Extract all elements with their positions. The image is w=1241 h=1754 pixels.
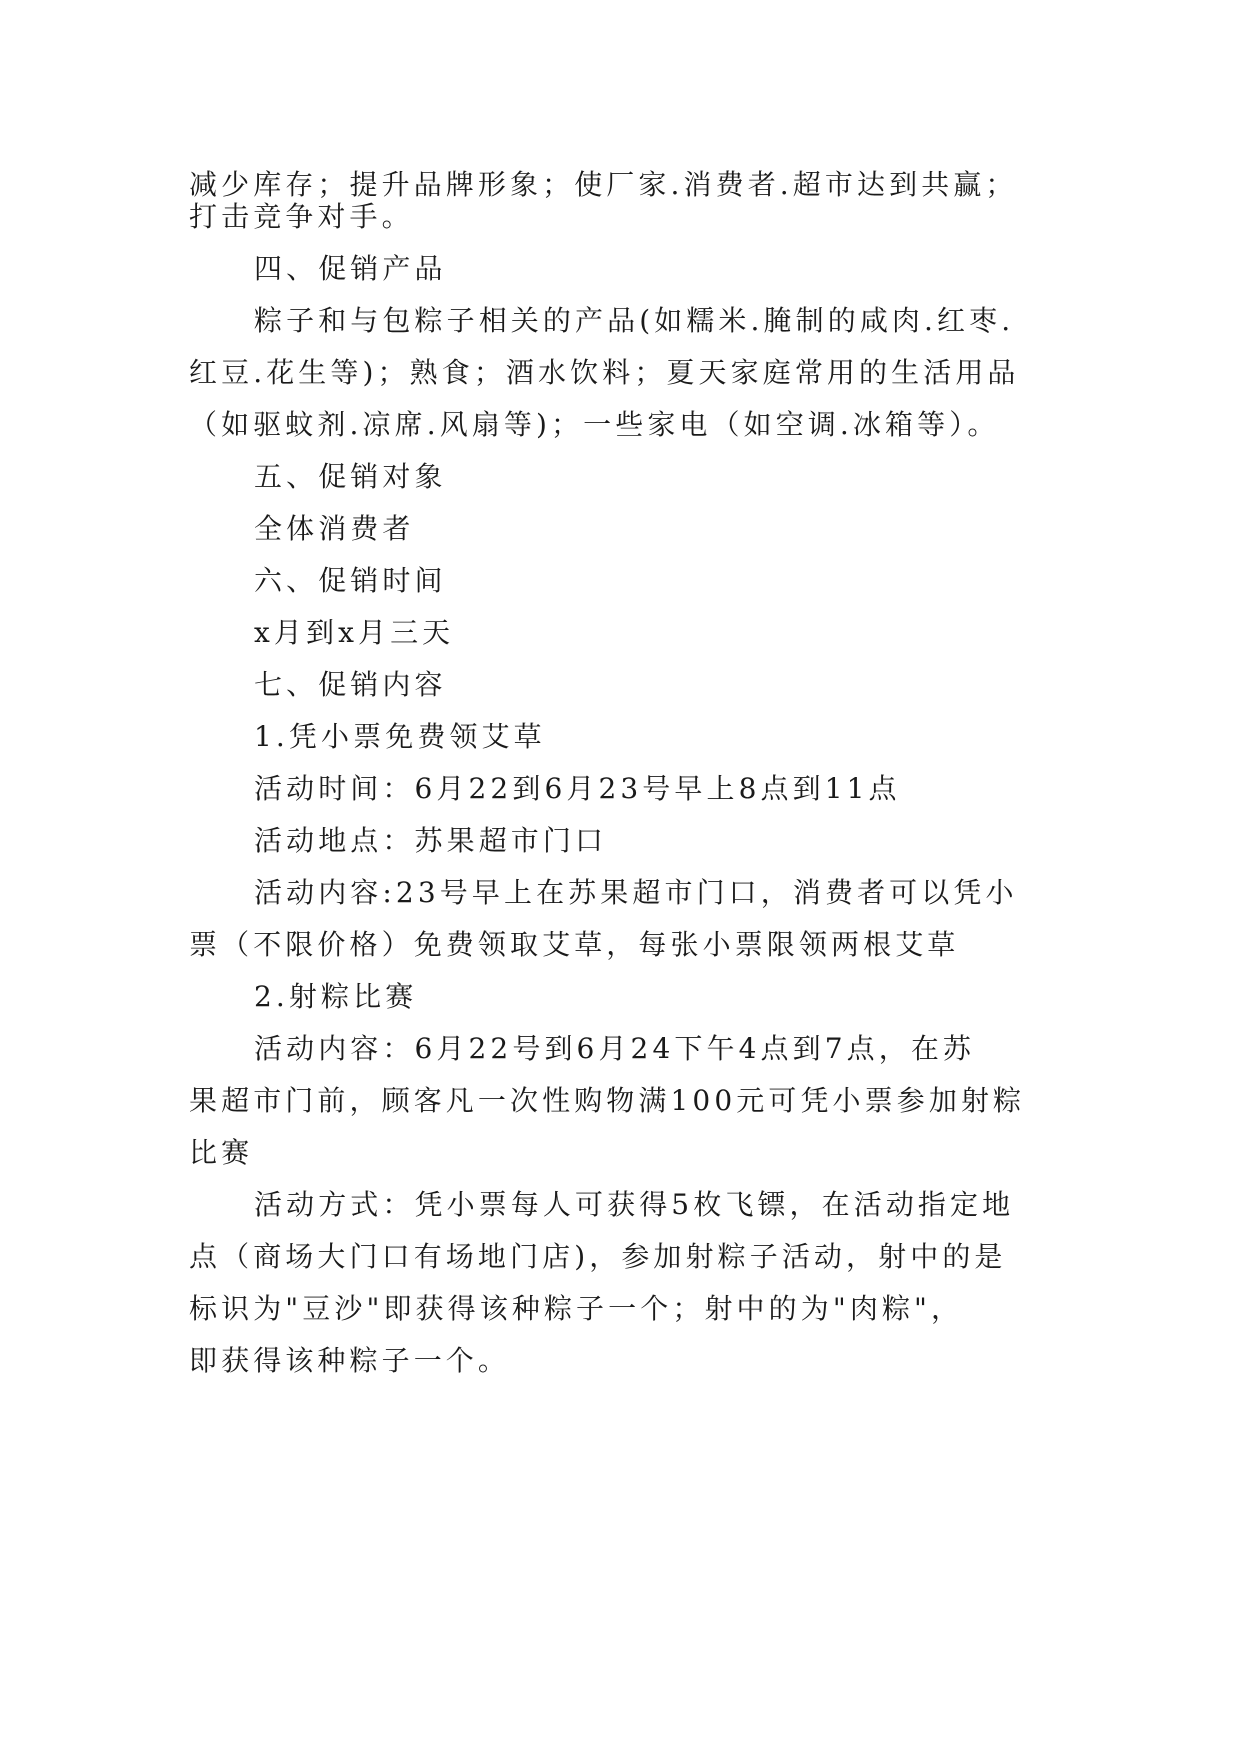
section-heading: 五、促销对象 bbox=[254, 460, 447, 493]
body-text-line: 比赛 bbox=[189, 1136, 254, 1169]
section-heading: 六、促销时间 bbox=[254, 564, 447, 597]
body-text-line: 活动时间：6月22到6月23号早上8点到11点 bbox=[254, 772, 901, 805]
body-text-line: 活动地点：苏果超市门口 bbox=[254, 824, 608, 857]
body-text-line: 减少库存；提升品牌形象；使厂家.消费者.超市达到共赢； bbox=[189, 168, 1018, 201]
body-text-line: （如驱蚊剂.凉席.风扇等)；一些家电（如空调.冰箱等）。 bbox=[189, 408, 1000, 441]
subsection-heading: 1.凭小票免费领艾草 bbox=[254, 720, 546, 753]
body-text-line: 活动内容：6月22号到6月24下午4点到7点，在苏 bbox=[254, 1032, 976, 1065]
body-text-line: 活动内容:23号早上在苏果超市门口，消费者可以凭小 bbox=[254, 876, 1018, 909]
body-text-line: 票（不限价格）免费领取艾草，每张小票限领两根艾草 bbox=[189, 928, 960, 961]
body-text-line: 粽子和与包粽子相关的产品(如糯米.腌制的咸肉.红枣. bbox=[254, 304, 1015, 337]
body-text-line: x月到x月三天 bbox=[254, 616, 455, 649]
body-text-line: 果超市门前，顾客凡一次性购物满100元可凭小票参加射粽 bbox=[189, 1084, 1026, 1117]
body-text-line: 打击竞争对手。 bbox=[189, 200, 414, 233]
subsection-heading: 2.射粽比赛 bbox=[254, 980, 418, 1013]
body-text-line: 点（商场大门口有场地门店)，参加射粽子活动，射中的是 bbox=[189, 1240, 1007, 1273]
body-text-line: 活动方式：凭小票每人可获得5枚飞镖，在活动指定地 bbox=[254, 1188, 1015, 1221]
body-text-line: 标识为"豆沙"即获得该种粽子一个；射中的为"肉粽"， bbox=[189, 1292, 964, 1325]
body-text-line: 红豆.花生等)；熟食；酒水饮料；夏天家庭常用的生活用品 bbox=[189, 356, 1020, 389]
body-text-line: 即获得该种粽子一个。 bbox=[189, 1344, 511, 1377]
body-text-line: 全体消费者 bbox=[254, 512, 415, 545]
section-heading: 四、促销产品 bbox=[254, 252, 447, 285]
section-heading: 七、促销内容 bbox=[254, 668, 447, 701]
